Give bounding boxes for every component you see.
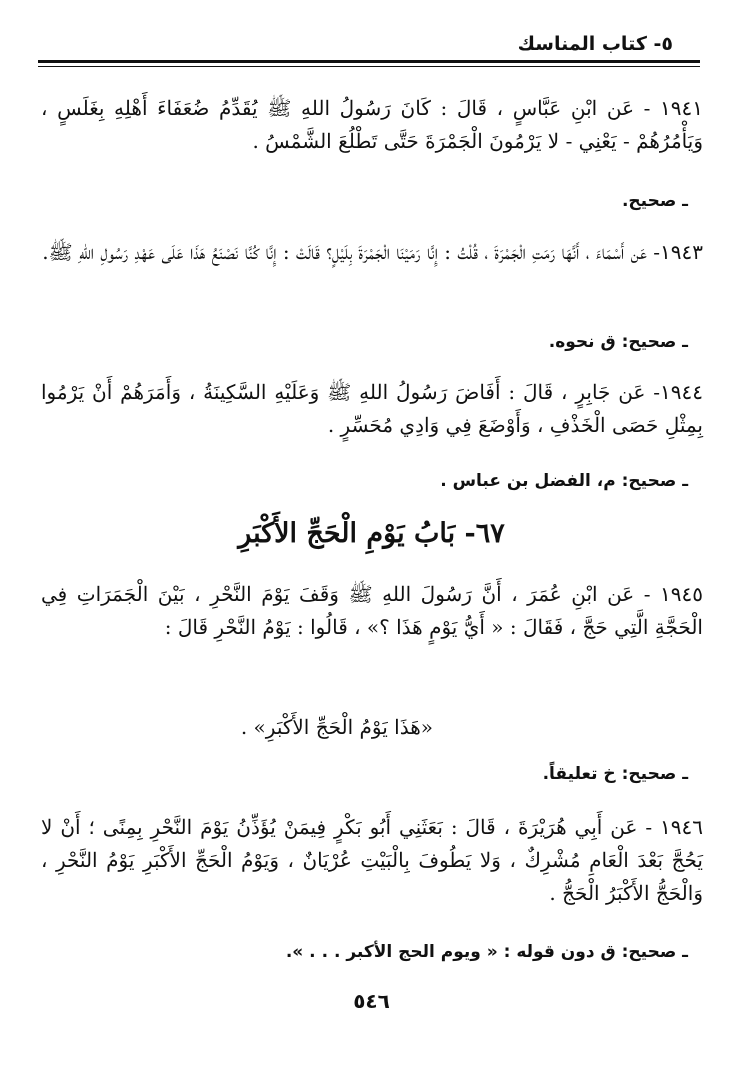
hadith-1944-text: ١٩٤٤- عَن جَابِرٍ ، قَالَ : أَفَاضَ رَسُولُ اللهِ ﷺ وَعَلَيْهِ السَّكِينَةُ ، وَأَمَرَهُمْ أَنْ يَرْمُوا بِمِثْلِ حَصَى الْخَذْفِ ، وَأَوْضَعَ فِي وَادِي مُحَسِّرٍ . [41,380,704,437]
running-header: ٥- كتاب المناسك [517,33,673,55]
hadith-1941-verdict: ـ صحيح. [621,191,688,211]
hadith-1946-text: ١٩٤٦ - عَن أَبِي هُرَيْرَةَ ، قَالَ : بَعَثَنِي أَبُو بَكْرٍ فِيمَنْ يُؤَذِّنُ يَوْمَ النَّحْرِ بِمِنًى ؛ أَنْ لا يَحُجَّ بَعْدَ الْعَامِ مُشْرِكٌ ، وَلا يَطُوفَ بِالْبَيْتِ عُرْيَانٌ ، وَيَوْمُ الْحَجِّ الأَكْبَرِ يَوْمُ النَّحْرِ ، وَالْحَجُّ الأَكْبَرُ الْحَجُّ . [41,815,703,905]
header-rule-thick [38,60,700,63]
hadith-1943-verdict: ـ صحيح: ق نحوه. [548,332,688,352]
page-number: ٥٤٦ [353,989,390,1013]
hadith-1941-text: ١٩٤١ - عَن ابْنِ عَبَّاسٍ ، قَالَ : كَانَ رَسُولُ اللهِ ﷺ يُقَدِّمُ ضُعَفَاءَ أَهْلِهِ بِغَلَسٍ ، وَيَأْمُرُهُمْ - يَعْنِي - لا يَرْمُونَ الْجَمْرَةَ حَتَّى تَطْلُعَ الشَّمْسُ . [41,96,703,153]
hadith-1946-verdict: ـ صحيح: ق دون قوله : « ويوم الحج الأكبر . . . ». [285,942,688,962]
header-rule-thin [38,66,700,67]
hadith-1943-text: ١٩٤٣- عَن أَسْمَاءَ ، أَنَّهَا رَمَتِ الْجَمْرَةَ ، قُلْتُ : إِنَّا رَمَيْنَا الْجَمْرَةَ بِلَيْلٍ؟ قَالَتْ : إِنَّا كُنَّا نَصْنَعُ هَذَا عَلَى عَهْدِ رَسُولِ اللهِ ﷺ. [42,240,703,264]
chapter-title: ٦٧- بَابُ يَوْمِ الْحَجِّ الأَكْبَرِ [238,518,505,549]
hadith-1944-verdict: ـ صحيح: م، الفضل بن عباس . [440,471,688,491]
hadith-1945-quote: «هَذَا يَوْمُ الْحَجِّ الأَكْبَرِ» . [240,715,433,739]
hadith-1945-verdict: ـ صحيح: خ تعليقاً. [542,764,688,784]
hadith-1945-text: ١٩٤٥ - عَن ابْنِ عُمَرَ ، أَنَّ رَسُولَ اللهِ ﷺ وَقَفَ يَوْمَ النَّحْرِ ، بَيْنَ الْجَمَرَاتِ فِي الْحَجَّةِ الَّتِي حَجَّ ، فَقَالَ : « أَيُّ يَوْمٍ هَذَا ؟» ، قَالُوا : يَوْمُ النَّحْرِ قَالَ : [41,582,703,639]
